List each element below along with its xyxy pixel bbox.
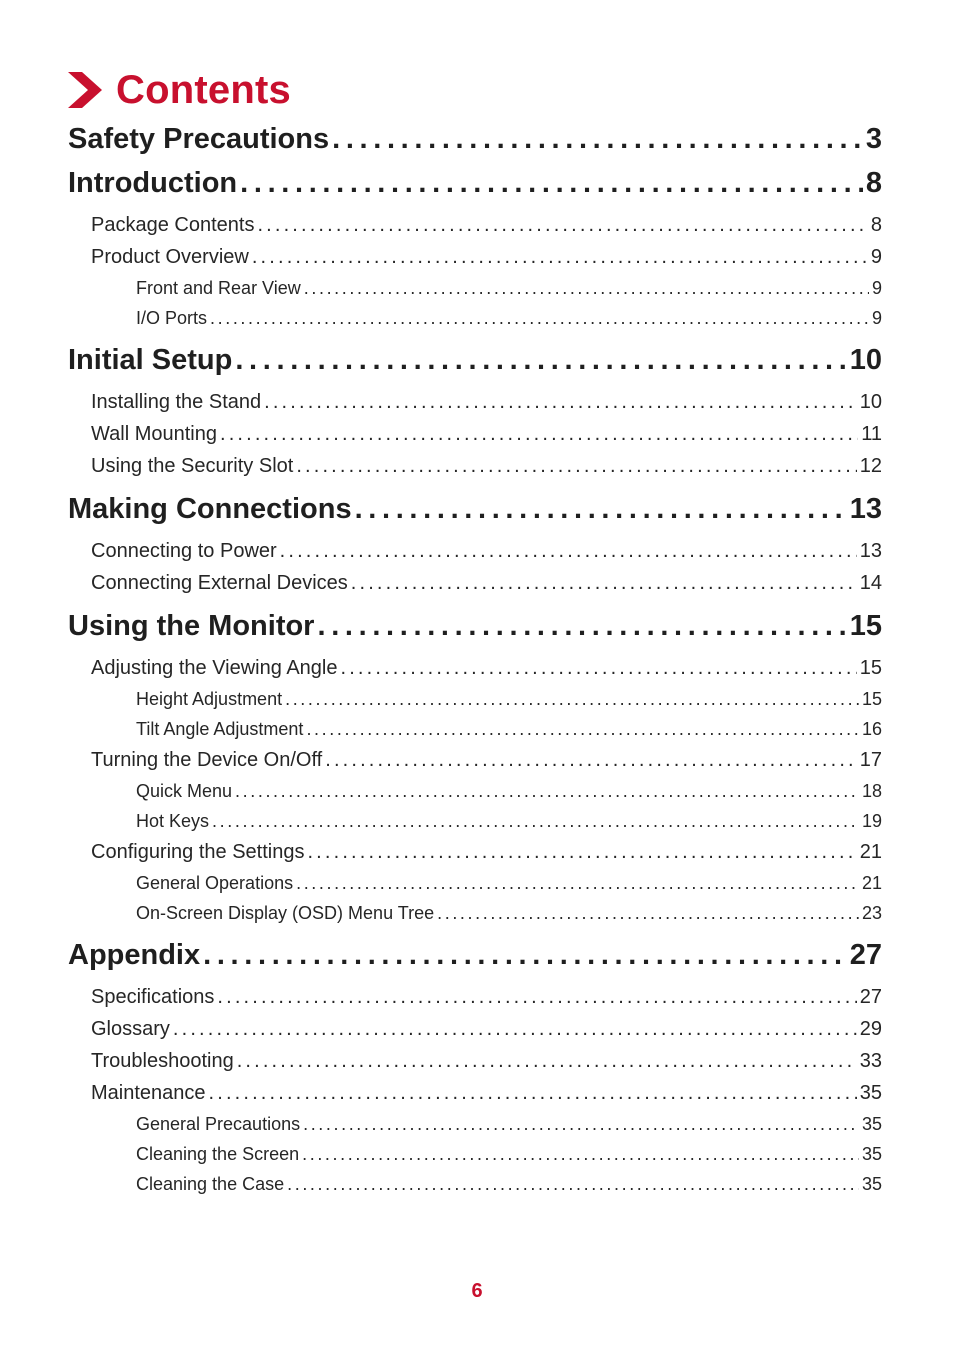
toc-entry-label: Connecting External Devices — [91, 572, 348, 594]
dot-leader — [325, 744, 857, 776]
toc-entry-page: 33 — [859, 1050, 882, 1072]
toc-entry-label: Quick Menu — [136, 781, 233, 801]
toc-entry-page: 35 — [861, 1144, 882, 1164]
toc-entry-page: 35 — [859, 1082, 882, 1104]
toc-entry-level2[interactable] — [68, 836, 882, 868]
toc-entry-label: Cleaning the Screen — [136, 1144, 300, 1164]
toc-entry-level3[interactable] — [68, 714, 882, 744]
toc-entry-page: 15 — [849, 610, 882, 642]
toc-entry-level2[interactable] — [68, 386, 882, 418]
toc-entry-level2[interactable] — [68, 450, 882, 482]
dot-leader — [280, 535, 857, 567]
toc-entry-level3[interactable] — [68, 898, 882, 928]
dot-leader — [237, 1045, 857, 1077]
toc-entry-label: Installing the Stand — [91, 391, 262, 413]
toc-entry-label: Troubleshooting — [91, 1050, 234, 1072]
dot-leader — [306, 714, 859, 744]
dot-leader — [307, 836, 856, 868]
toc-entry-page: 15 — [859, 657, 882, 679]
dot-leader — [303, 1109, 859, 1139]
toc-entry-level2[interactable] — [68, 1013, 882, 1045]
toc-entry-page: 27 — [859, 986, 882, 1008]
toc-entry-label: Initial Setup — [68, 344, 233, 376]
toc-entry-level3[interactable] — [68, 1109, 882, 1139]
page-number: 6 — [471, 1280, 483, 1302]
dot-leader — [235, 776, 859, 806]
toc-entry-level3[interactable] — [68, 868, 882, 898]
toc-entry-level3[interactable] — [68, 776, 882, 806]
dot-leader — [210, 303, 869, 333]
toc-entry-page: 12 — [859, 455, 882, 477]
toc-entry-page: 8 — [865, 167, 882, 199]
title-row — [68, 62, 291, 118]
toc-entry-page: 27 — [849, 939, 882, 971]
toc-entry-label: Turning the Device On/Off — [91, 749, 323, 771]
toc-entry-page: 13 — [859, 540, 882, 562]
dot-leader — [355, 488, 847, 531]
toc-entry-label: Cleaning the Case — [136, 1174, 285, 1194]
toc-entry-level2[interactable] — [68, 209, 882, 241]
toc-entry-page: 10 — [849, 344, 882, 376]
toc-entry-label: I/O Ports — [136, 308, 208, 328]
toc-entry-page: 23 — [861, 903, 882, 923]
dot-leader — [340, 652, 856, 684]
toc-entry-label: On-Screen Display (OSD) Menu Tree — [136, 903, 435, 923]
toc-entry-level3[interactable] — [68, 806, 882, 836]
toc-entry-label: Hot Keys — [136, 811, 210, 831]
dot-leader — [252, 241, 868, 273]
toc-entry-label: Wall Mounting — [91, 423, 217, 445]
toc-entry-label: Front and Rear View — [136, 278, 301, 298]
toc-entry-level2[interactable] — [68, 1077, 882, 1109]
dot-leader — [257, 209, 867, 241]
toc-entry-label: Configuring the Settings — [91, 841, 305, 863]
toc-entry-level2[interactable] — [68, 981, 882, 1013]
dot-leader — [302, 1139, 859, 1169]
dot-leader — [235, 339, 846, 382]
dot-leader — [217, 981, 856, 1013]
toc-entry-level3[interactable] — [68, 684, 882, 714]
dot-leader — [285, 684, 859, 714]
toc-entry-level3[interactable] — [68, 273, 882, 303]
toc-entry-level1[interactable] — [68, 162, 882, 209]
toc-entry-level3[interactable] — [68, 303, 882, 333]
toc-entry-label: Package Contents — [91, 214, 255, 236]
toc-entry-page: 10 — [859, 391, 882, 413]
toc-entry-page: 18 — [861, 781, 882, 801]
toc-entry-label: Tilt Angle Adjustment — [136, 719, 304, 739]
toc-entry-label: Using the Monitor — [68, 610, 315, 642]
toc-entry-label: Appendix — [68, 939, 201, 971]
toc-entry-page: 17 — [859, 749, 882, 771]
toc-entry-level2[interactable] — [68, 567, 882, 599]
toc-entry-level2[interactable] — [68, 652, 882, 684]
toc-entry-level3[interactable] — [68, 1169, 882, 1199]
toc-entry-page: 35 — [861, 1114, 882, 1134]
toc-entry-level2[interactable] — [68, 418, 882, 450]
chevron-right-icon — [68, 72, 102, 108]
toc-entry-page: 15 — [861, 689, 882, 709]
toc-entry-page: 3 — [865, 123, 882, 155]
toc-entry-level3[interactable] — [68, 1139, 882, 1169]
toc-entry-label: Adjusting the Viewing Angle — [91, 657, 338, 679]
toc-entry-level2[interactable] — [68, 1045, 882, 1077]
toc-entry-level2[interactable] — [68, 535, 882, 567]
toc-entry-label: Connecting to Power — [91, 540, 277, 562]
dot-leader — [220, 418, 858, 450]
toc-entry-label: Specifications — [91, 986, 215, 1008]
dot-leader — [264, 386, 857, 418]
dot-leader — [240, 162, 863, 205]
toc-entry-level1[interactable] — [68, 118, 882, 162]
dot-leader — [351, 567, 857, 599]
toc-entry-level1[interactable] — [68, 605, 882, 652]
toc-entry-label: Introduction — [68, 167, 238, 199]
toc-entry-label: Glossary — [91, 1018, 170, 1040]
dot-leader — [173, 1013, 857, 1045]
dot-leader — [332, 118, 863, 161]
dot-leader — [203, 934, 847, 977]
toc-entry-page: 21 — [859, 841, 882, 863]
toc-entry-level2[interactable] — [68, 744, 882, 776]
toc-entry-page: 14 — [859, 572, 882, 594]
dot-leader — [296, 868, 859, 898]
page-title: Contents — [116, 67, 291, 112]
table-of-contents — [68, 118, 882, 1199]
toc-entry-level1[interactable] — [68, 339, 882, 386]
toc-entry-label: Product Overview — [91, 246, 249, 268]
toc-entry-label: General Operations — [136, 873, 294, 893]
toc-entry-label: Height Adjustment — [136, 689, 283, 709]
toc-entry-label: Making Connections — [68, 493, 352, 525]
toc-entry-page: 9 — [870, 246, 882, 268]
toc-entry-label: General Precautions — [136, 1114, 301, 1134]
toc-entry-page: 9 — [871, 278, 882, 298]
toc-entry-label: Maintenance — [91, 1082, 206, 1104]
toc-entry-level1[interactable] — [68, 488, 882, 535]
dot-leader — [212, 806, 859, 836]
toc-entry-page: 21 — [861, 873, 882, 893]
dot-leader — [317, 605, 846, 648]
toc-entry-page: 35 — [861, 1174, 882, 1194]
toc-entry-page: 13 — [849, 493, 882, 525]
dot-leader — [304, 273, 869, 303]
toc-entry-level1[interactable] — [68, 934, 882, 981]
toc-entry-page: 16 — [861, 719, 882, 739]
dot-leader — [437, 898, 859, 928]
dot-leader — [296, 450, 856, 482]
toc-entry-page: 29 — [859, 1018, 882, 1040]
dot-leader — [287, 1169, 859, 1199]
toc-entry-level2[interactable] — [68, 241, 882, 273]
toc-entry-page: 9 — [871, 308, 882, 328]
dot-leader — [209, 1077, 857, 1109]
toc-entry-page: 11 — [861, 423, 882, 445]
toc-entry-label: Safety Precautions — [68, 123, 330, 155]
toc-entry-label: Using the Security Slot — [91, 455, 294, 477]
toc-entry-page: 8 — [870, 214, 882, 236]
toc-entry-page: 19 — [861, 811, 882, 831]
